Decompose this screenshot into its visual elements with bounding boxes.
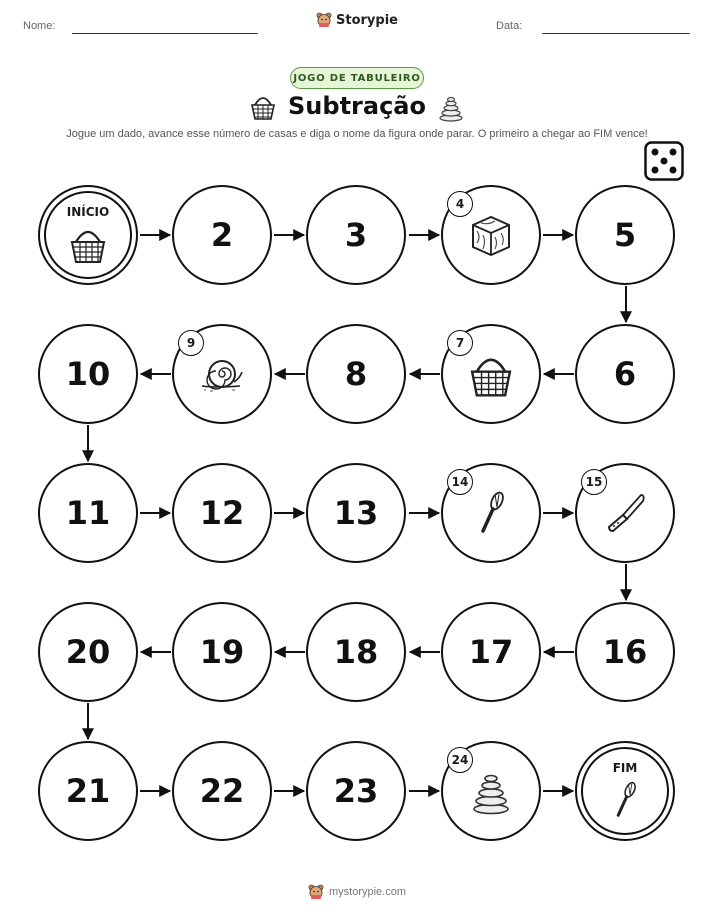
knife-icon (599, 487, 651, 539)
board-space-finish[interactable] (575, 741, 675, 841)
board-space-5[interactable] (575, 185, 675, 285)
finish-label: FIM (612, 761, 638, 775)
space-number: 19 (199, 633, 245, 671)
space-number: 6 (613, 355, 637, 393)
board-space-14[interactable] (441, 463, 541, 563)
page-title: Subtração (288, 92, 426, 120)
space-number: 21 (65, 772, 111, 810)
date-label: Data: (496, 20, 523, 32)
board-space-17[interactable] (441, 602, 541, 702)
board-space-24[interactable] (441, 741, 541, 841)
space-number: 17 (468, 633, 514, 671)
instructions-text: Jogue um dado, avance esse número de casas e diga o nome da figura onde parar. O primeiro a chegar ao FIM vence! (66, 128, 648, 140)
board-space-4[interactable] (441, 185, 541, 285)
wood-block-icon (465, 209, 517, 261)
date-line[interactable] (542, 33, 690, 34)
space-number: 18 (333, 633, 379, 671)
board-space-22[interactable] (172, 741, 272, 841)
space-number: 20 (65, 633, 111, 671)
space-number-badge: 15 (581, 469, 607, 495)
space-number: 13 (333, 494, 379, 532)
board-space-7[interactable] (441, 324, 541, 424)
board-space-12[interactable] (172, 463, 272, 563)
basket-icon (66, 222, 110, 266)
space-number: 12 (199, 494, 245, 532)
space-number-badge: 9 (178, 330, 204, 356)
space-number: 23 (333, 772, 379, 810)
board-space-10[interactable] (38, 324, 138, 424)
board-space-20[interactable] (38, 602, 138, 702)
space-number-badge: 7 (447, 330, 473, 356)
brand-name: Storypie (336, 12, 398, 28)
basket-icon (465, 348, 517, 400)
space-number-badge: 14 (447, 469, 473, 495)
game-type-badge: JOGO DE TABULEIRO (290, 67, 424, 89)
board-space-2[interactable] (172, 185, 272, 285)
bear-icon (316, 12, 332, 28)
brand-logo (0, 12, 714, 28)
space-number-badge: 4 (447, 191, 473, 217)
board-space-9[interactable] (172, 324, 272, 424)
stone-stack-icon (436, 92, 466, 122)
dice-icon (644, 141, 684, 181)
whisk-icon (465, 487, 517, 539)
space-number: 22 (199, 772, 245, 810)
board-space-15[interactable] (575, 463, 675, 563)
board-space-13[interactable] (306, 463, 406, 563)
board-space-3[interactable] (306, 185, 406, 285)
board-space-start[interactable] (38, 185, 138, 285)
footer-url[interactable]: mystorypie.com (328, 886, 407, 898)
board-space-19[interactable] (172, 602, 272, 702)
start-label: INÍCIO (66, 205, 110, 219)
space-number: 16 (602, 633, 648, 671)
whisk-icon (603, 778, 647, 822)
space-number: 3 (344, 216, 368, 254)
space-number: 8 (344, 355, 368, 393)
space-number: 5 (613, 216, 637, 254)
board-space-16[interactable] (575, 602, 675, 702)
stone-stack-icon (465, 765, 517, 817)
board-space-8[interactable] (306, 324, 406, 424)
board-space-11[interactable] (38, 463, 138, 563)
board-space-18[interactable] (306, 602, 406, 702)
bear-icon (308, 884, 324, 900)
name-label: Nome: (23, 20, 56, 32)
space-number-badge: 24 (447, 747, 473, 773)
snail-icon (196, 348, 248, 400)
footer (0, 884, 714, 900)
board-space-6[interactable] (575, 324, 675, 424)
space-number: 11 (65, 494, 111, 532)
board-space-21[interactable] (38, 741, 138, 841)
name-line[interactable] (72, 33, 258, 34)
board-space-23[interactable] (306, 741, 406, 841)
space-number: 10 (65, 355, 111, 393)
space-number: 2 (210, 216, 234, 254)
